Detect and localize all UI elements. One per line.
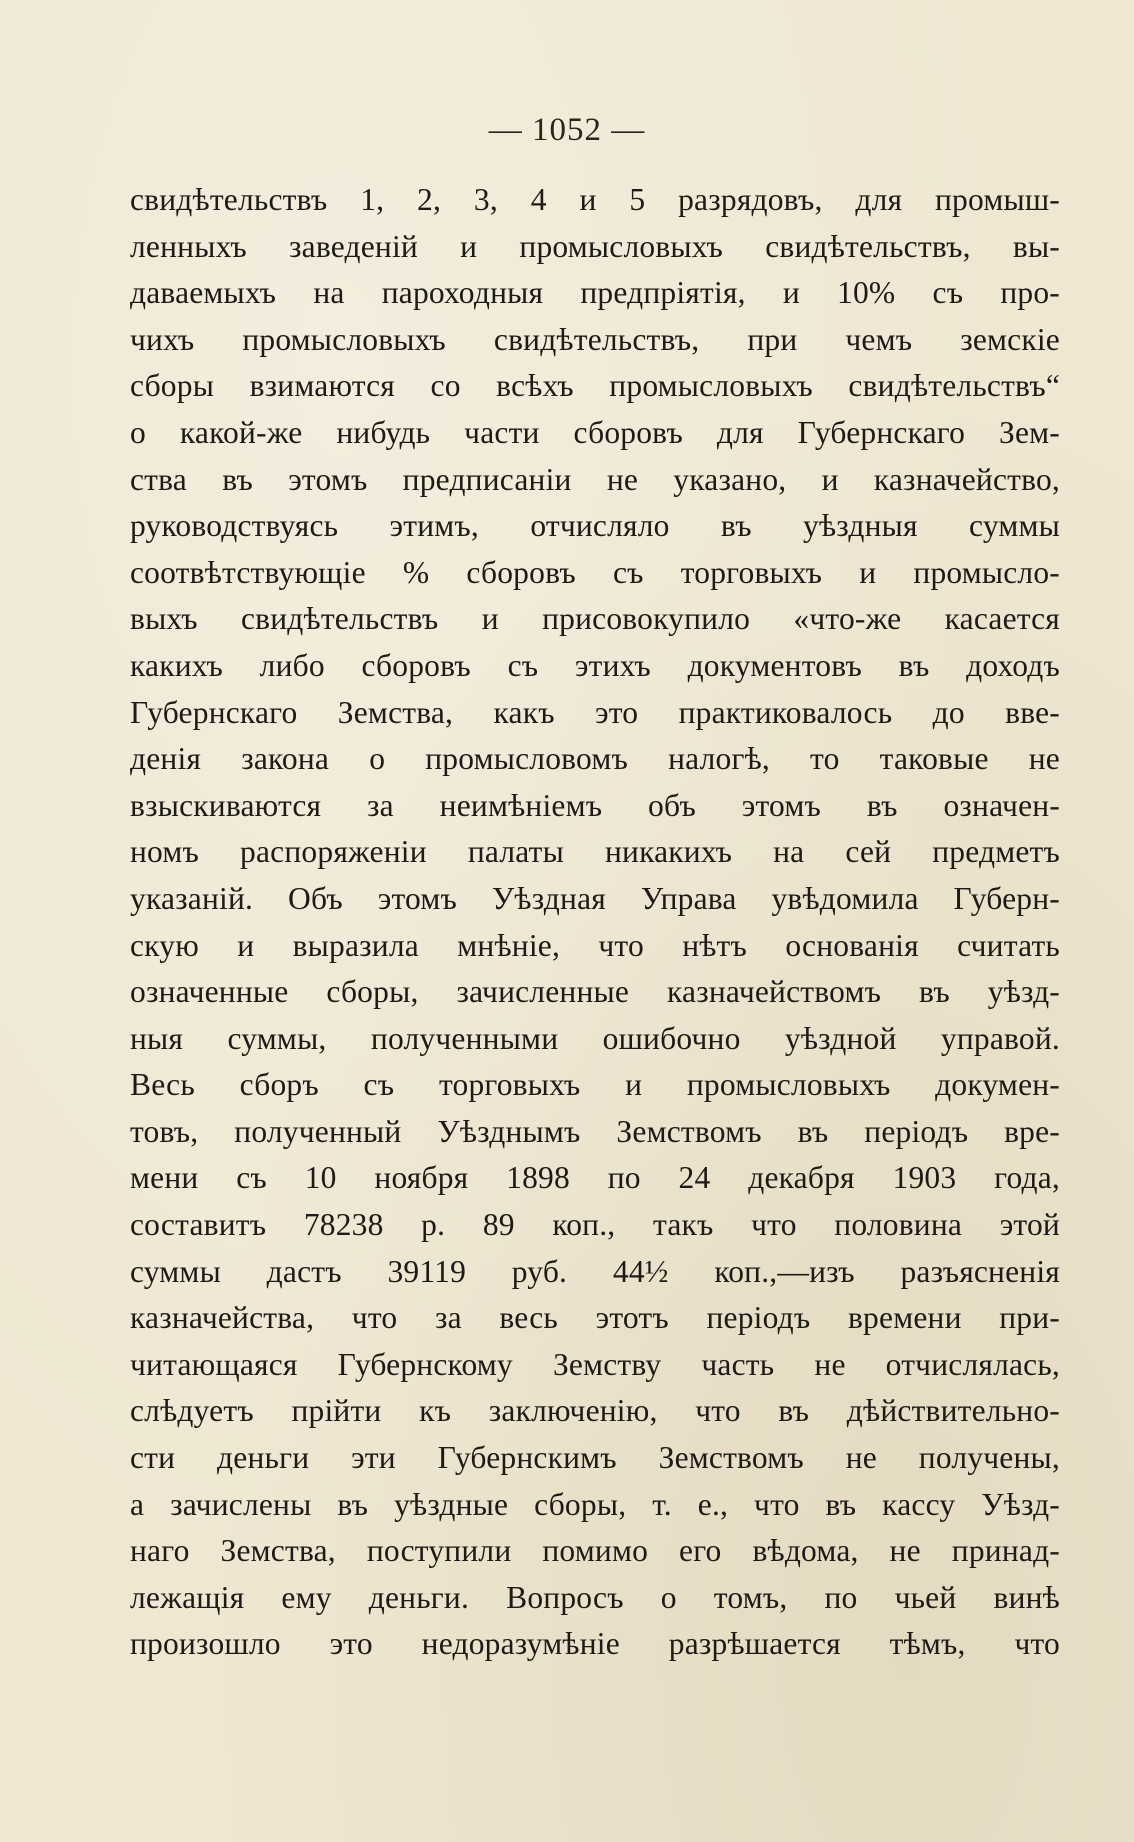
- page-number: — 1052 —: [488, 112, 646, 148]
- text-line: чихъ промысловыхъ свидѣтельствъ, при чемъ земскіе: [130, 321, 1060, 357]
- text-line: ленныхъ заведеній и промысловыхъ свидѣтельствъ, вы-: [130, 228, 1060, 264]
- text-line: означенные сборы, зачисленные казначействомъ въ уѣзд-: [130, 974, 1060, 1010]
- text-line: произошло это недоразумѣніе разрѣшается тѣмъ, что: [130, 1626, 1060, 1662]
- body-text: [130, 177, 1060, 1668]
- text-line: а зачислены въ уѣздные сборы, т. е., что въ кассу Уѣзд-: [130, 1486, 1060, 1522]
- text-line: ства въ этомъ предписаніи не указано, и казначейство,: [130, 461, 1060, 497]
- text-line: руководствуясь этимъ, отчисляло въ уѣздныя суммы: [130, 508, 1060, 544]
- text-line: сти деньги эти Губернскимъ Земствомъ не получены,: [130, 1440, 1060, 1476]
- text-line: какихъ либо сборовъ съ этихъ документовъ въ доходъ: [130, 647, 1060, 683]
- text-line: свидѣтельствъ 1, 2, 3, 4 и 5 разрядовъ, для промыш-: [130, 182, 1060, 217]
- text-line: номъ распоряженіи палаты никакихъ на сей предметъ: [130, 834, 1060, 870]
- text-line: взыскиваются за неимѣніемъ объ этомъ въ означен-: [130, 787, 1060, 823]
- text-line: суммы дастъ 39119 руб. 44½ коп.,—изъ разъясненія: [130, 1253, 1060, 1289]
- text-line: слѣдуетъ прійти къ заключенію, что въ дѣйствительно-: [130, 1393, 1060, 1429]
- text-line: наго Земства, поступили помимо его вѣдома, не принад-: [130, 1533, 1060, 1569]
- text-line: денія закона о промысловомъ налогѣ, то таковые не: [130, 741, 1060, 777]
- text-line: выхъ свидѣтельствъ и присовокупило «что-же касается: [130, 601, 1060, 637]
- text-line: казначейства, что за весь этотъ періодъ времени при-: [130, 1300, 1060, 1336]
- text-line: о какой-же нибудь части сборовъ для Губернскаго Зем-: [130, 414, 1060, 450]
- text-line: составитъ 78238 р. 89 коп., такъ что половина этой: [130, 1207, 1060, 1243]
- text-line: читающаяся Губернскому Земству часть не отчислялась,: [130, 1346, 1060, 1382]
- text-line: ныя суммы, полученными ошибочно уѣздной управой.: [130, 1020, 1060, 1056]
- text-line: сборы взимаются со всѣхъ промысловыхъ свидѣтельствъ“: [130, 368, 1060, 404]
- text-line: соотвѣтствующіе % сборовъ съ торговыхъ и промысло-: [130, 554, 1060, 590]
- text-line: указаній. Объ этомъ Уѣздная Управа увѣдомила Губерн-: [130, 880, 1060, 916]
- text-line: товъ, полученный Уѣзднымъ Земствомъ въ періодъ вре-: [130, 1113, 1060, 1149]
- text-line: Весь сборъ съ торговыхъ и промысловыхъ докумен-: [130, 1067, 1060, 1103]
- text-line: даваемыхъ на пароходныя предпріятія, и 10% съ про-: [130, 275, 1060, 311]
- text-line: скую и выразила мнѣніе, что нѣтъ основанія считать: [130, 927, 1060, 963]
- text-line: Губернскаго Земства, какъ это практиковалось до вве-: [130, 694, 1060, 730]
- text-line: мени съ 10 ноября 1898 по 24 декабря 1903 года,: [130, 1160, 1060, 1196]
- text-line: лежащія ему деньги. Вопросъ о томъ, по чьей винѣ: [130, 1579, 1060, 1615]
